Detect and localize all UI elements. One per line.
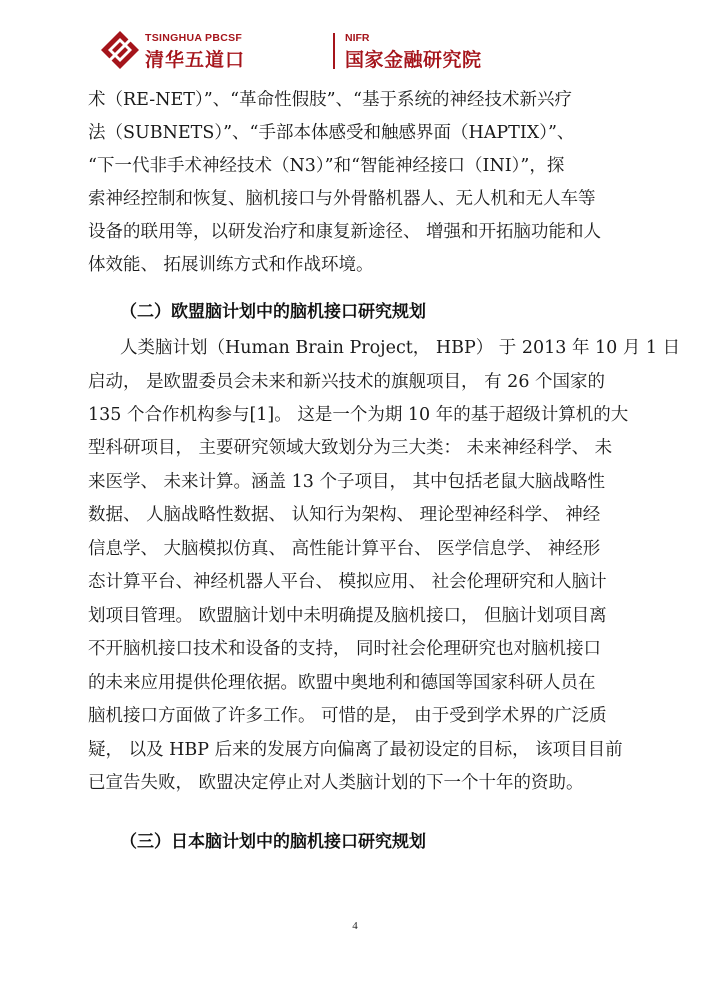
tsinghua-logo-icon [100,30,140,70]
body-text-line: 信息学、 大脑模拟仿真、 高性能计算平台、 医学信息学、 神经形 [88,539,601,559]
body-text-line: 划项目管理。 欧盟脑计划中未明确提及脑机接口， 但脑计划项目离 [88,606,607,626]
body-text-line: 不开脑机接口技术和设备的支持， 同时社会伦理研究也对脑机接口 [88,639,602,659]
body-text-line: 人类脑计划（Human Brain Project， HBP） 于 2013 年 10 月 1 日 [120,338,681,358]
section-heading-eu: （二）欧盟脑计划中的脑机接口研究规划 [120,302,426,322]
body-text-line: “下一代非手术神经技术（N3）”和“智能神经接口（INI）”，探 [88,156,565,176]
body-text-line: 索神经控制和恢复、脑机接口与外骨骼机器人、无人机和无人车等 [88,189,596,209]
body-text-line: 启动， 是欧盟委员会未来和新兴技术的旗舰项目， 有 26 个国家的 [88,372,606,392]
institute-name-en: NIFR [345,32,370,44]
body-text-line: 135 个合作机构参与[1]。 这是一个为期 10 年的基于超级计算机的大 [88,405,629,425]
body-text-line: 型科研项目， 主要研究领域大致划分为三大类： 未来神经科学、 未 [88,438,613,458]
body-text-line: 体效能、 拓展训练方式和作战环境。 [88,255,374,275]
brand-name-en: TSINGHUA PBCSF [145,32,243,44]
brand-name-cn: 清华五道口 [145,49,246,71]
page-header [100,28,520,74]
body-text-line: 态计算平台、神经机器人平台、 模拟应用、 社会伦理研究和人脑计 [88,572,607,592]
body-text-line: 疑， 以及 HBP 后来的发展方向偏离了最初设定的目标， 该项目目前 [88,740,623,760]
body-text-line: 的未来应用提供伦理依据。欧盟中奥地利和德国等国家科研人员在 [88,673,596,693]
institute-name-cn: 国家金融研究院 [345,49,482,71]
body-text-line: 来医学、 未来计算。涵盖 13 个子项目， 其中包括老鼠大脑战略性 [88,472,606,492]
section-heading-japan: （三）日本脑计划中的脑机接口研究规划 [120,832,426,852]
body-text-line: 已宣告失败， 欧盟决定停止对人类脑计划的下一个十年的资助。 [88,773,584,793]
header-divider [333,33,335,69]
body-text-line: 术（RE-NET）”、“革命性假肢”、“基于系统的神经技术新兴疗 [88,90,572,110]
body-text-line: 数据、 人脑战略性数据、 认知行为架构、 理论型神经科学、 神经 [88,505,601,525]
body-text-line: 法（SUBNETS）”、“手部本体感受和触感界面（HAPTIX）”、 [88,123,575,143]
page-number: 4 [352,920,358,932]
body-text-line: 设备的联用等，以研发治疗和康复新途径、 增强和开拓脑功能和人 [88,222,602,242]
body-text-line: 脑机接口方面做了许多工作。 可惜的是， 由于受到学术界的广泛质 [88,706,607,726]
